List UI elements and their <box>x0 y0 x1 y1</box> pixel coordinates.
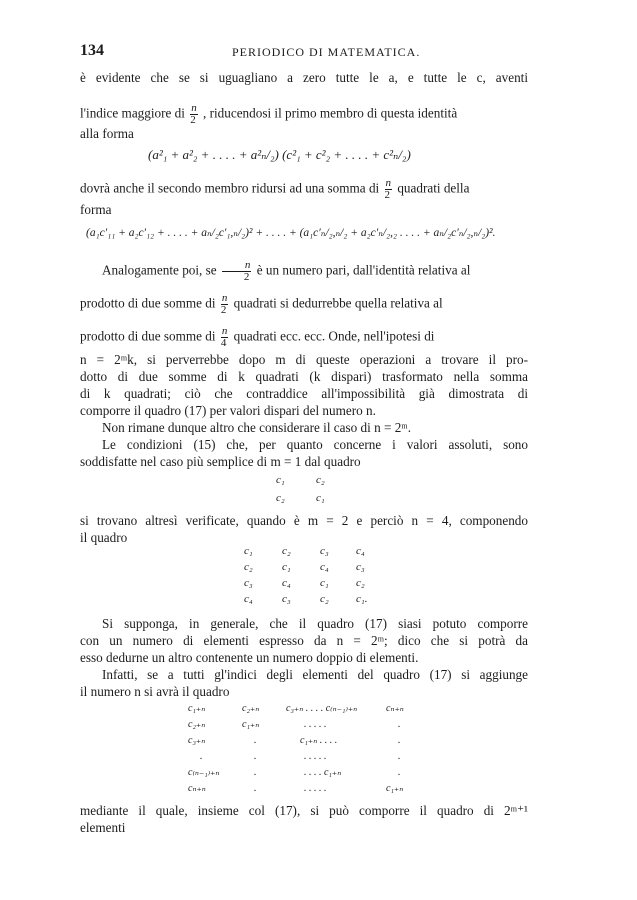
text-line: il quadro <box>80 530 128 545</box>
matrix-cell: . . . . c₁₊ₙ <box>304 767 342 778</box>
matrix-cell: . <box>398 751 401 762</box>
text-line: esso dedurne un altro contenente un numero doppio di elementi. <box>80 650 419 665</box>
text-line: dovrà anche il secondo membro ridursi ad una somma di $\frac{n}{2}$ quadrati della <box>80 177 470 201</box>
matrix-cell: c₂ <box>276 492 285 504</box>
text-line: forma <box>80 202 112 217</box>
text-line: Analogamente poi, se $\frac{n}{2}$ è un numero pari, dall'identità relativa al <box>102 259 471 283</box>
matrix-cell: . <box>254 751 257 762</box>
fraction: $\frac{n}{2}$ <box>190 102 197 126</box>
matrix-cell: . <box>398 719 401 730</box>
matrix-cell: c₃ <box>356 561 365 573</box>
text-line: elementi <box>80 820 126 835</box>
text-line: soddisfatte nel caso più semplice di m = 1 dal quadro <box>80 454 361 469</box>
matrix-cell: c₂ <box>356 577 365 589</box>
matrix-4x4 <box>244 545 384 609</box>
matrix-cell: . <box>254 735 257 746</box>
matrix-cell: c₁₊ₙ <box>242 719 260 730</box>
matrix-cell: c₃ <box>244 577 253 589</box>
page-number: 134 <box>80 42 104 59</box>
matrix-cell: c₂ <box>316 474 325 486</box>
matrix-cell: c₁₊ₙ <box>188 703 206 714</box>
matrix-cell: cₙ₊ₙ <box>188 783 206 794</box>
text-line: l'indice maggiore di $\frac{n}{2}$ , riducendosi il primo membro di questa identità <box>80 102 458 126</box>
matrix-cell: c₃₊ₙ <box>188 735 206 746</box>
matrix-cell: c₄ <box>282 577 291 589</box>
matrix-cell: cₙ₊ₙ <box>386 703 404 714</box>
text-line: dotto di due somme di k quadrati (k dispari) trasformato nella somma <box>80 369 528 384</box>
matrix-cell: c₍ₙ₋₁₎₊ₙ <box>188 767 220 778</box>
text-line: Le condizioni (15) che, per quanto concerne i valori assoluti, sono <box>102 437 528 452</box>
matrix-cell: c₁ <box>244 545 253 557</box>
matrix-cell: . . . . . <box>304 783 327 794</box>
matrix-cell: . <box>398 767 401 778</box>
text-line: Infatti, se a tutti gl'indici degli elementi del quadro (17) si aggiunge <box>102 667 528 682</box>
text-line: Si supponga, in generale, che il quadro (17) siasi potuto comporre <box>102 616 528 631</box>
matrix-cell: c₃ <box>320 545 329 557</box>
fraction: $\frac{n}{2}$ <box>384 177 392 201</box>
matrix-cell: c₁ <box>320 577 329 589</box>
text-line: alla forma <box>80 126 134 141</box>
matrix-cell: c₁ <box>316 492 325 504</box>
matrix-cell: . <box>398 735 401 746</box>
fraction: $\frac{n}{2}$ <box>220 292 228 316</box>
matrix-cell: c₁₊ₙ . . . . <box>300 735 338 746</box>
text-line: comporre il quadro (17) per valori dispari del numero n. <box>80 403 376 418</box>
matrix-cell: . . . . . <box>304 719 327 730</box>
matrix-cell: c₁₊ₙ <box>386 783 404 794</box>
text-line: prodotto di due somme di $\frac{n}{4}$ quadrati ecc. ecc. Onde, nell'ipotesi di <box>80 325 435 349</box>
text-line: con un numero di elementi espresso da n = 2ᵐ; dico che si potrà da <box>80 633 528 648</box>
matrix-cell: . <box>254 767 257 778</box>
fraction: $\frac{n}{2}$ <box>222 260 252 283</box>
text-line: è evidente che se si uguagliano a zero tutte le a, e tutte le c, aventi <box>80 70 528 85</box>
equation: (a₁c′₁₁ + a₂c′₁₂ + . . . . + aₙ/₂c′₁,ₙ/₂)² + . . . . + (a₁c′ₙ/₂,ₙ/₂ + a₂c′ₙ/₂,₂ . . . . + aₙ/₂c′ₙ/₂,ₙ/₂)². <box>86 227 496 239</box>
matrix-cell: c₂₊ₙ <box>188 719 206 730</box>
text-line: prodotto di due somme di $\frac{n}{2}$ quadrati si dedurrebbe quella relativa al <box>80 292 443 316</box>
matrix-n <box>188 703 428 799</box>
matrix-cell: c₄ <box>244 593 253 605</box>
matrix-cell: . . . . . <box>304 751 327 762</box>
text-line: di k quadrati; ciò che contraddice all'impossibilità già dimostrata di <box>80 386 528 401</box>
text-line: il numero n si avrà il quadro <box>80 684 230 699</box>
matrix-cell: . <box>200 751 203 762</box>
matrix-cell: c₂ <box>320 593 329 605</box>
matrix-cell: c₄ <box>356 545 365 557</box>
matrix-2x2 <box>276 474 356 510</box>
text-line: si trovano altresì verificate, quando è m = 2 e perciò n = 4, componendo <box>80 513 528 528</box>
matrix-cell: c₂ <box>282 545 291 557</box>
matrix-cell: c₂₊ₙ <box>242 703 260 714</box>
matrix-cell: . <box>254 783 257 794</box>
fraction: $\frac{n}{4}$ <box>220 325 228 349</box>
matrix-cell: c₄ <box>320 561 329 573</box>
matrix-cell: c₁ <box>282 561 291 573</box>
matrix-cell: c₂ <box>244 561 253 573</box>
text-line: mediante il quale, insieme col (17), si può comporre il quadro di 2ᵐ⁺¹ <box>80 803 528 818</box>
text-line: Non rimane dunque altro che considerare il caso di n = 2ᵐ. <box>102 420 412 435</box>
matrix-cell: c₁. <box>356 593 368 605</box>
text-line: n = 2ᵐk, si perverrebbe dopo m di queste operazioni a trovare il pro- <box>80 352 528 367</box>
matrix-cell: c₃₊ₙ . . . . c₍ₙ₋₁₎₊ₙ <box>286 703 358 714</box>
matrix-cell: c₃ <box>282 593 291 605</box>
matrix-cell: c₁ <box>276 474 285 486</box>
running-title: PERIODICO DI MATEMATICA. <box>232 45 421 59</box>
equation: (a²₁ + a²₂ + . . . . + a²ₙ/₂) (c²₁ + c²₂ + . . . . + c²ₙ/₂) <box>148 147 411 162</box>
